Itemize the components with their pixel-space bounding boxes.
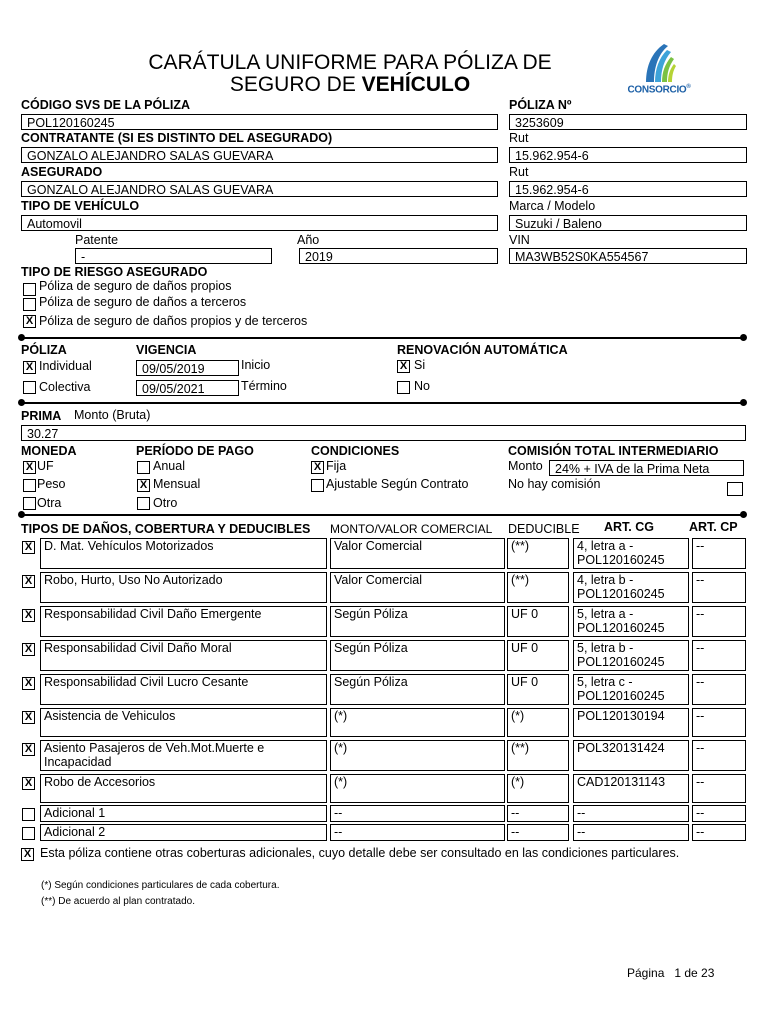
coverage-name-cell: Robo, Hurto, Uso No Autorizado — [40, 572, 327, 603]
periodo-mensual-checkbox[interactable]: X — [137, 479, 150, 492]
coberturas-header-deducible: DEDUCIBLE — [508, 522, 580, 536]
contratante-rut-label: Rut — [509, 131, 529, 145]
logo-text: CONSORCIO® — [627, 84, 691, 96]
coverage-checkbox[interactable]: X — [22, 541, 35, 554]
asegurado-rut-field: 15.962.954-6 — [509, 181, 747, 197]
coberturas-header-tipos: TIPOS DE DAÑOS, COBERTURA Y DEDUCIBLES — [21, 522, 311, 536]
coverage-checkbox[interactable] — [22, 808, 35, 821]
coverage-art-cp-cell: -- — [692, 640, 746, 671]
condiciones-label: CONDICIONES — [311, 444, 400, 458]
moneda-uf-checkbox[interactable]: X — [23, 461, 36, 474]
moneda-uf-option: UF — [37, 459, 54, 473]
colectiva-checkbox[interactable] — [23, 381, 36, 394]
prima-monto-label: Monto (Bruta) — [74, 408, 151, 422]
contratante-rut-field: 15.962.954-6 — [509, 147, 747, 163]
renovacion-no-checkbox[interactable] — [397, 381, 410, 394]
anio-label: Año — [297, 233, 320, 247]
vigencia-termino-label: Término — [241, 379, 287, 393]
renovacion-no-option: No — [414, 379, 430, 393]
divider-2 — [22, 402, 742, 404]
colectiva-option: Colectiva — [39, 380, 91, 394]
contratante-field: GONZALO ALEJANDRO SALAS GUEVARA — [21, 147, 498, 163]
coverage-deducible-cell: (*) — [507, 708, 569, 737]
periodo-label: PERÍODO DE PAGO — [136, 444, 254, 458]
coverage-monto-cell: (*) — [330, 708, 505, 737]
periodo-mensual-option: Mensual — [153, 477, 201, 491]
coverage-monto-cell: -- — [330, 824, 505, 841]
otras-coberturas-checkbox[interactable]: X — [21, 848, 34, 861]
moneda-otra-option: Otra — [37, 496, 62, 510]
tipo-vehiculo-field: Automovil — [21, 215, 498, 231]
coverage-art-cg-cell: 4, letra b - POL120160245 — [573, 572, 689, 603]
vigencia-inicio-field: 09/05/2019 — [136, 360, 239, 376]
coverage-monto-cell: Según Póliza — [330, 674, 505, 705]
title-line-2: SEGURO DE VEHÍCULO — [229, 73, 471, 96]
divider-2-end-right — [740, 399, 747, 406]
tipo-vehiculo-label: TIPO DE VEHÍCULO — [21, 199, 140, 213]
coverage-name-cell: Adicional 1 — [40, 805, 327, 822]
renovacion-si-checkbox[interactable]: X — [397, 360, 410, 373]
condiciones-ajustable-checkbox[interactable] — [311, 479, 324, 492]
vigencia-label: VIGENCIA — [136, 343, 197, 357]
periodo-anual-checkbox[interactable] — [137, 461, 150, 474]
riesgo-option-1: Póliza de seguro de daños propios — [39, 279, 232, 293]
contratante-label: CONTRATANTE (SI ES DISTINTO DEL ASEGURADO) — [21, 131, 333, 145]
marca-label: Marca / Modelo — [509, 199, 596, 213]
coverage-name-cell: Adicional 2 — [40, 824, 327, 841]
divider-1-end-left — [18, 334, 25, 341]
coverage-deducible-cell: UF 0 — [507, 674, 569, 705]
moneda-peso-option: Peso — [37, 477, 66, 491]
patente-label: Patente — [75, 233, 119, 247]
title-line-1: CARÁTULA UNIFORME PARA PÓLIZA DE — [148, 51, 552, 74]
coverage-deducible-cell: (**) — [507, 572, 569, 603]
coverage-art-cg-cell: -- — [573, 805, 689, 822]
coverage-name-cell: D. Mat. Vehículos Motorizados — [40, 538, 327, 569]
asegurado-rut-label: Rut — [509, 165, 529, 179]
divider-2-end-left — [18, 399, 25, 406]
coverage-name-cell: Asistencia de Vehiculos — [40, 708, 327, 737]
riesgo-label: TIPO DE RIESGO ASEGURADO — [21, 265, 208, 279]
anio-field: 2019 — [299, 248, 498, 264]
divider-1-end-right — [740, 334, 747, 341]
coverage-monto-cell: (*) — [330, 774, 505, 803]
note-2: (**) De acuerdo al plan contratado. — [41, 896, 195, 907]
coverage-deducible-cell: (*) — [507, 774, 569, 803]
coverage-checkbox[interactable] — [22, 827, 35, 840]
coverage-art-cg-cell: 5, letra b - POL120160245 — [573, 640, 689, 671]
coberturas-header-monto: MONTO/VALOR COMERCIAL — [330, 522, 493, 536]
periodo-anual-option: Anual — [153, 459, 185, 473]
renovacion-si-option: Si — [414, 358, 426, 372]
individual-option: Individual — [39, 359, 92, 373]
coverage-name-cell: Asiento Pasajeros de Veh.Mot.Muerte e Incapacidad — [40, 740, 327, 771]
periodo-otro-checkbox[interactable] — [137, 497, 150, 510]
coberturas-header-art-cp: ART. CP — [689, 520, 738, 534]
page-number: Página 1 de 23 — [627, 966, 715, 980]
renovacion-label: RENOVACIÓN AUTOMÁTICA — [397, 343, 568, 357]
coverage-art-cp-cell: -- — [692, 572, 746, 603]
coverage-monto-cell: (*) — [330, 740, 505, 771]
coverage-art-cg-cell: CAD120131143 — [573, 774, 689, 803]
coverage-monto-cell: Valor Comercial — [330, 538, 505, 569]
logo-mark-icon — [624, 42, 694, 84]
comision-label: COMISIÓN TOTAL INTERMEDIARIO — [508, 444, 719, 458]
individual-checkbox[interactable]: X — [23, 361, 36, 374]
coverage-monto-cell: -- — [330, 805, 505, 822]
coverage-deducible-cell: UF 0 — [507, 640, 569, 671]
coverage-deducible-cell: (**) — [507, 538, 569, 569]
poliza-number-field: 3253609 — [509, 114, 747, 130]
periodo-otro-option: Otro — [153, 496, 178, 510]
coverage-deducible-cell: UF 0 — [507, 606, 569, 637]
riesgo-checkbox-3[interactable]: X — [23, 315, 36, 328]
note-1: (*) Según condiciones particulares de cada cobertura. — [41, 880, 280, 891]
divider-1 — [22, 337, 742, 339]
coverage-checkbox[interactable]: X — [22, 711, 35, 724]
coverage-name-cell: Responsabilidad Civil Daño Moral — [40, 640, 327, 671]
coverage-monto-cell: Según Póliza — [330, 606, 505, 637]
riesgo-option-3: Póliza de seguro de daños propios y de terceros — [39, 314, 308, 328]
coverage-art-cg-cell: 4, letra a - POL120160245 — [573, 538, 689, 569]
coverage-art-cg-cell: 5, letra a - POL120160245 — [573, 606, 689, 637]
coverage-checkbox[interactable]: X — [22, 677, 35, 690]
coverage-checkbox[interactable]: X — [22, 743, 35, 756]
coverage-art-cp-cell: -- — [692, 538, 746, 569]
coverage-art-cp-cell: -- — [692, 805, 746, 822]
moneda-peso-checkbox[interactable] — [23, 479, 36, 492]
poliza-number-label: PÓLIZA Nº — [509, 98, 572, 112]
riesgo-checkbox-1[interactable] — [23, 283, 36, 296]
coverage-art-cp-cell: -- — [692, 606, 746, 637]
coverage-art-cg-cell: -- — [573, 824, 689, 841]
coverage-monto-cell: Valor Comercial — [330, 572, 505, 603]
poliza-tipo-label: PÓLIZA — [21, 343, 67, 357]
coverage-art-cp-cell: -- — [692, 774, 746, 803]
comision-monto-label: Monto — [508, 459, 543, 473]
coverage-deducible-cell: -- — [507, 805, 569, 822]
divider-3-end-right — [740, 511, 747, 518]
coverage-art-cp-cell: -- — [692, 708, 746, 737]
coverage-checkbox[interactable]: X — [22, 777, 35, 790]
codigo-field: POL120160245 — [21, 114, 498, 130]
coverage-checkbox[interactable]: X — [22, 609, 35, 622]
vigencia-termino-field: 09/05/2021 — [136, 380, 239, 396]
asegurado-label: ASEGURADO — [21, 165, 103, 179]
divider-3 — [22, 514, 742, 516]
coverage-deducible-cell: -- — [507, 824, 569, 841]
coverage-deducible-cell: (**) — [507, 740, 569, 771]
comision-no-hay-label: No hay comisión — [508, 477, 601, 491]
patente-field: - — [75, 248, 272, 264]
comision-monto-field: 24% + IVA de la Prima Neta — [549, 460, 744, 476]
coverage-art-cg-cell: POL120130194 — [573, 708, 689, 737]
vigencia-inicio-label: Inicio — [241, 358, 271, 372]
condiciones-fija-checkbox[interactable]: X — [311, 461, 324, 474]
codigo-label: CÓDIGO SVS DE LA PÓLIZA — [21, 98, 190, 112]
prima-field: 30.27 — [21, 425, 746, 441]
coverage-monto-cell: Según Póliza — [330, 640, 505, 671]
marca-field: Suzuki / Baleno — [509, 215, 747, 231]
asegurado-field: GONZALO ALEJANDRO SALAS GUEVARA — [21, 181, 498, 197]
coverage-art-cp-cell: -- — [692, 824, 746, 841]
prima-label: PRIMA — [21, 409, 62, 423]
coverage-art-cp-cell: -- — [692, 740, 746, 771]
moneda-otra-checkbox[interactable] — [23, 497, 36, 510]
coverage-art-cg-cell: POL320131424 — [573, 740, 689, 771]
coverage-checkbox[interactable]: X — [22, 643, 35, 656]
moneda-label: MONEDA — [21, 444, 77, 458]
condiciones-fija-option: Fija — [326, 459, 347, 473]
consorcio-logo — [624, 42, 694, 98]
coverage-name-cell: Responsabilidad Civil Lucro Cesante — [40, 674, 327, 705]
coberturas-header-art-cg: ART. CG — [604, 520, 654, 534]
otras-coberturas-text: Esta póliza contiene otras coberturas adicionales, cuyo detalle debe ser consultado en las condiciones particulares. — [40, 846, 680, 860]
riesgo-checkbox-2[interactable] — [23, 298, 36, 311]
page-title — [0, 52, 700, 96]
condiciones-ajustable-option: Ajustable Según Contrato — [326, 477, 469, 491]
coverage-art-cp-cell: -- — [692, 674, 746, 705]
coverage-name-cell: Robo de Accesorios — [40, 774, 327, 803]
coverage-art-cg-cell: 5, letra c - POL120160245 — [573, 674, 689, 705]
coverage-name-cell: Responsabilidad Civil Daño Emergente — [40, 606, 327, 637]
riesgo-option-2: Póliza de seguro de daños a terceros — [39, 295, 247, 309]
coverage-checkbox[interactable]: X — [22, 575, 35, 588]
vin-field: MA3WB52S0KA554567 — [509, 248, 747, 264]
comision-no-hay-checkbox[interactable] — [727, 482, 743, 496]
vin-label: VIN — [509, 233, 530, 247]
divider-3-end-left — [18, 511, 25, 518]
